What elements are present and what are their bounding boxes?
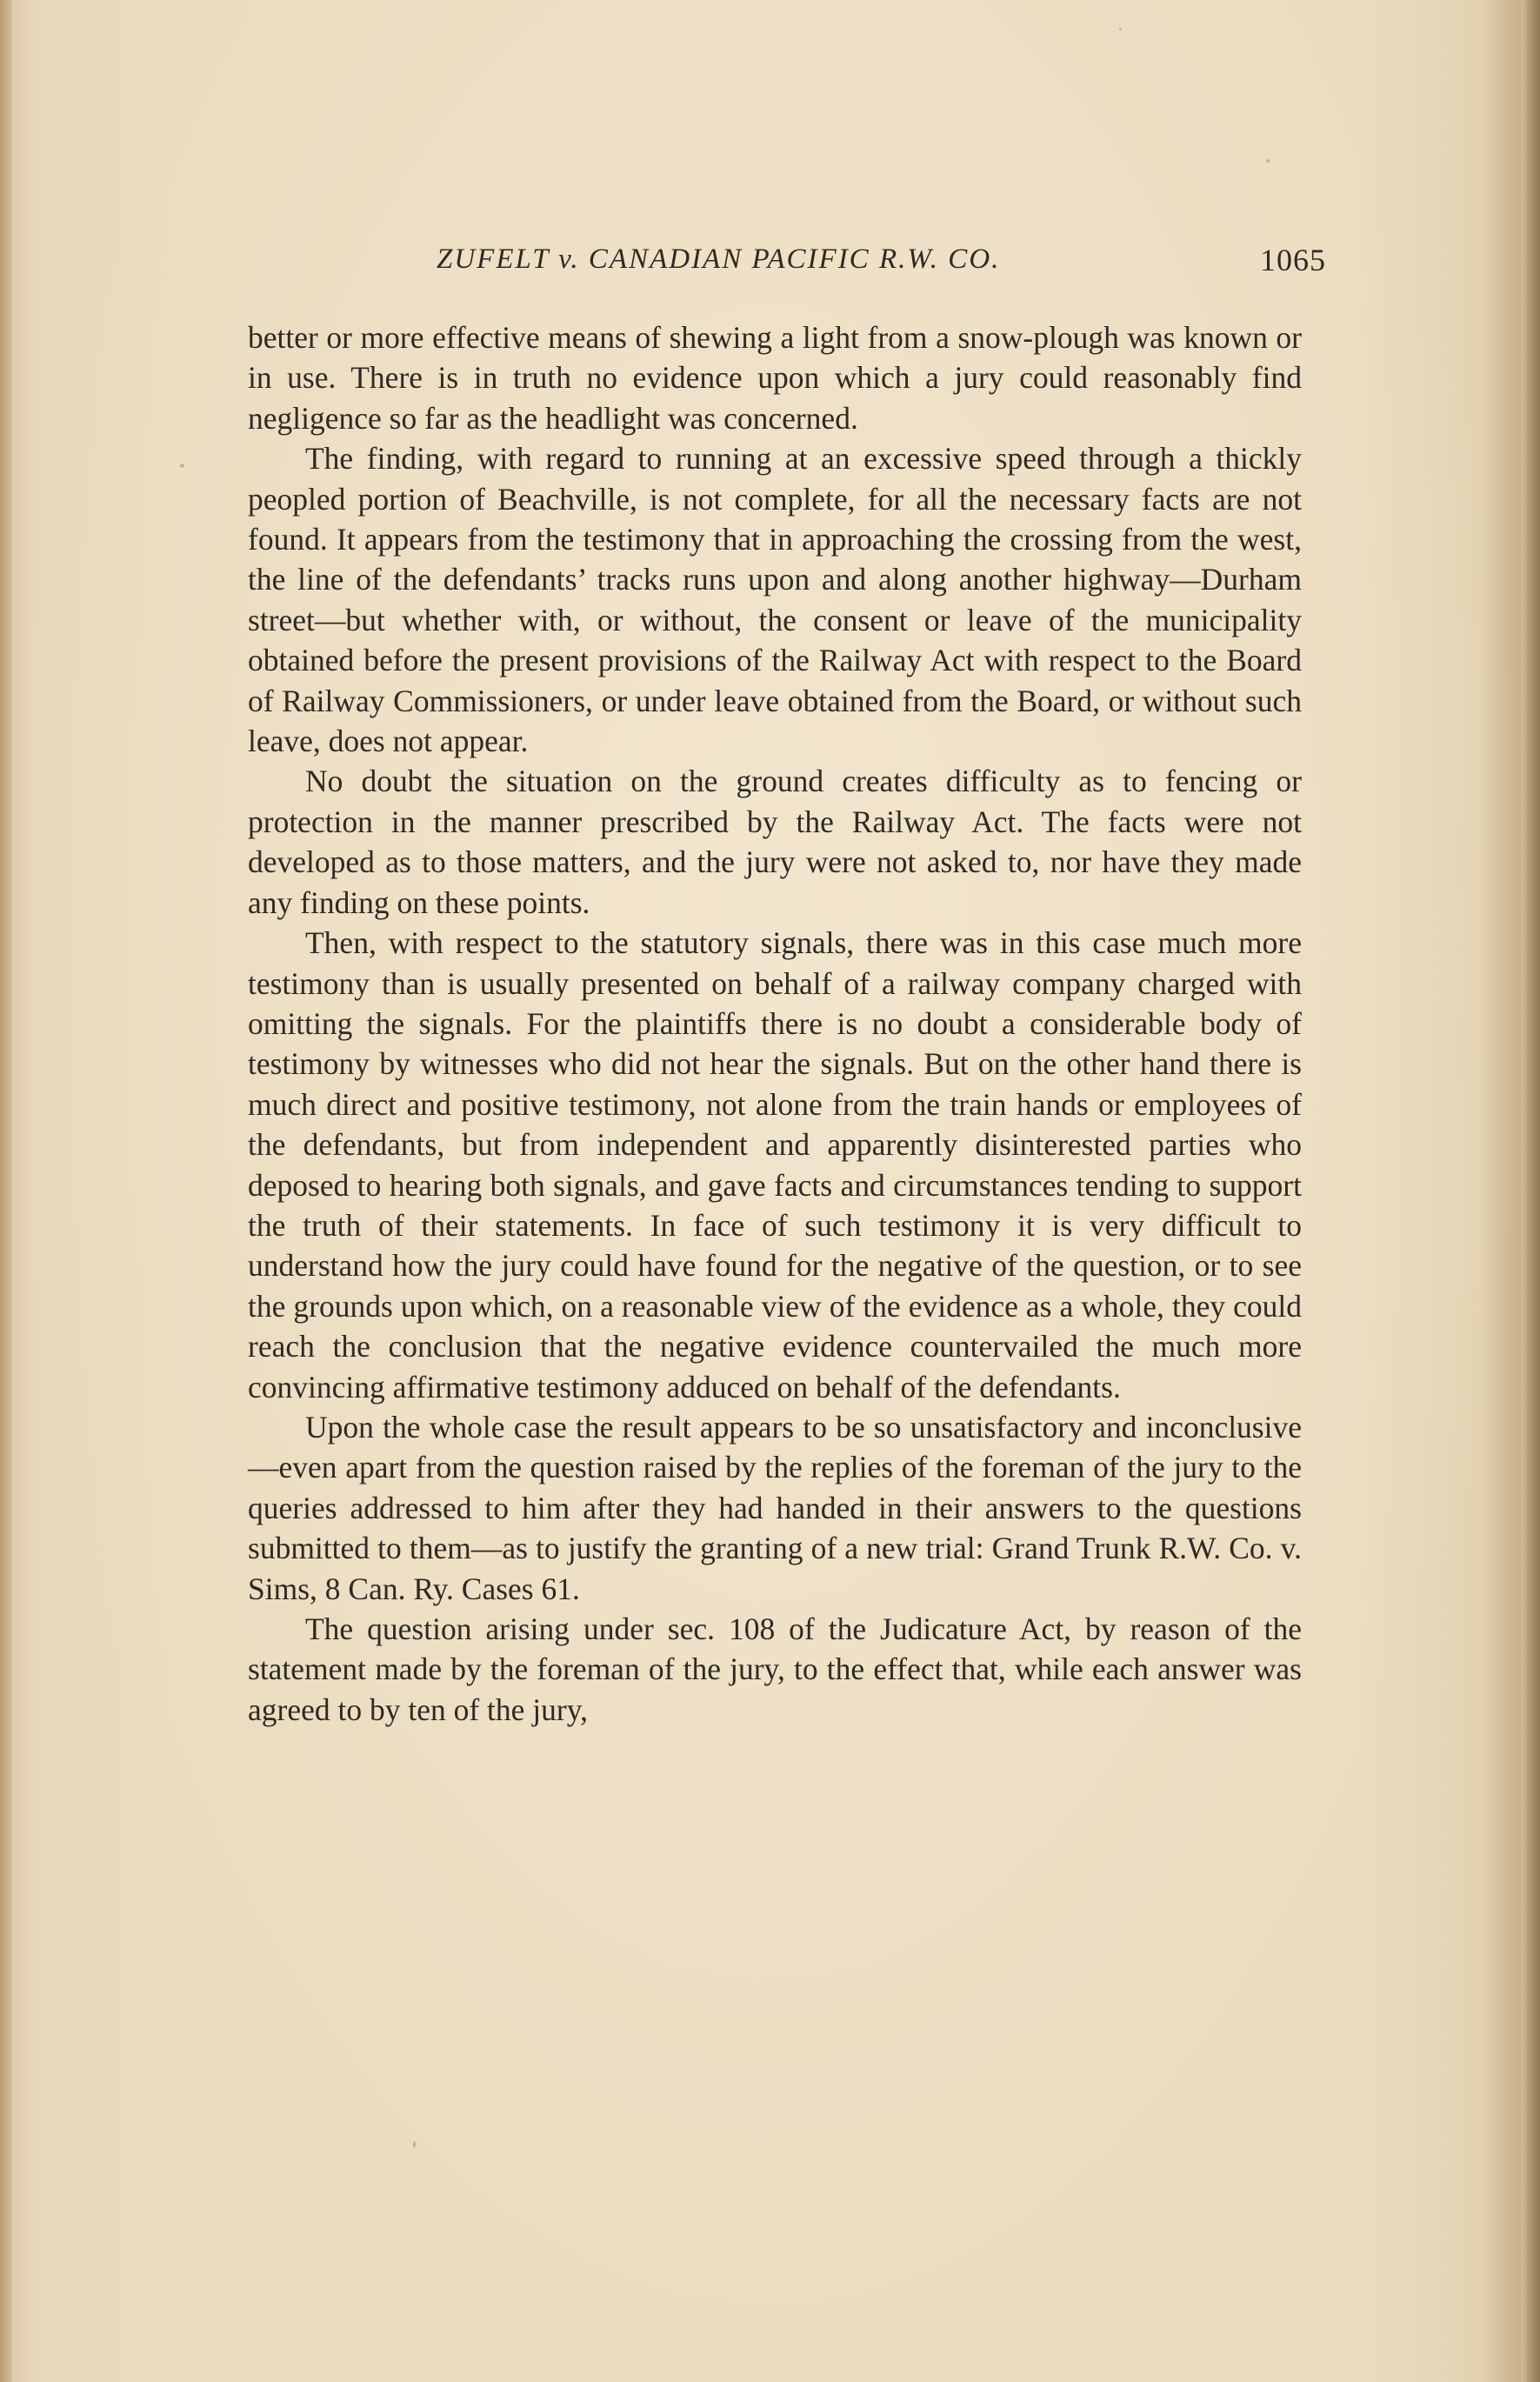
paper-speck — [1266, 159, 1270, 163]
paragraph-speed-finding: The finding, with regard to running at an excessive speed through a thickly peopled portion of Beachville, is not complete, for all the necessary facts are not found. It appears from the testimony that in approaching the crossing from the west, the line of the defendants’ tracks runs upon and along another highway—Durham street—but whether with, or without, the consent or leave of the municipality obtained before the present provisions of the Railway Act with respect to the Board of Railway Commissioners, or under leave obtained from the Board, or without such leave, does not appear. — [248, 441, 1302, 759]
paper-speck — [180, 464, 184, 468]
paragraph-fencing: No doubt the situation on the ground creates difficulty as to fencing or protection in the manner prescribed by the Railway Act. The facts were not developed as to those matters, and the jury were not asked to, nor have they made any finding on these points. — [248, 764, 1302, 920]
page-number: 1065 — [1260, 243, 1326, 277]
paragraph-statutory-signals: Then, with respect to the statutory signals, there was in this case much more testimony than is usually presented on behalf of a railway company charged with omitting the signals. For the plaintiffs there is no doubt a considerable body of testimony by witnesses who did not hear the signals. But on the other hand there is much direct and positive testimony, not alone from the train hands or employees of the defendants, but from independent and apparently disinterested parties who deposed to hearing both signals, and gave facts and circumstances tending to support the truth of their statements. In face of such testimony it is very difficult to understand how the jury could have found for the negative of the question, or to see the grounds upon which, on a reasonable view of the evidence as a whole, they could reach the conclusion that the negative evidence countervailed the much more convincing affirmative testimony adduced on behalf of the defendants. — [248, 925, 1302, 1405]
page-left-edge — [0, 0, 12, 2382]
paper-speck — [1119, 28, 1122, 30]
running-head: ZUFELT v. CANADIAN PACIFIC R.W. CO. — [437, 244, 1001, 275]
paragraph-judicature-act: The question arising under sec. 108 of the Judicature Act, by reason of the statement made by the foreman of the jury, to the effect that, while each answer was agreed to by ten of the jury, — [248, 1611, 1302, 1727]
paper-speck — [413, 2141, 416, 2148]
body-text — [248, 317, 1302, 1730]
paragraph-new-trial: Upon the whole case the result appears to be so unsatisfactory and inconclusive—even apart from the question raised by the replies of the foreman of the jury to the queries addressed to him after they had handed in their answers to the questions submitted to them—as to justify the granting of a new trial: Grand Trunk R.W. Co. v. Sims, 8 Can. Ry. Cases 61. — [248, 1409, 1302, 1606]
page-right-edge — [1521, 0, 1540, 2382]
paragraph-continued: better or more effective means of shewing a light from a snow-plough was known or in use. There is in truth no evidence upon which a jury could reasonably find negligence so far as the headlight was concerned. — [248, 320, 1302, 436]
page-header — [248, 235, 1326, 287]
